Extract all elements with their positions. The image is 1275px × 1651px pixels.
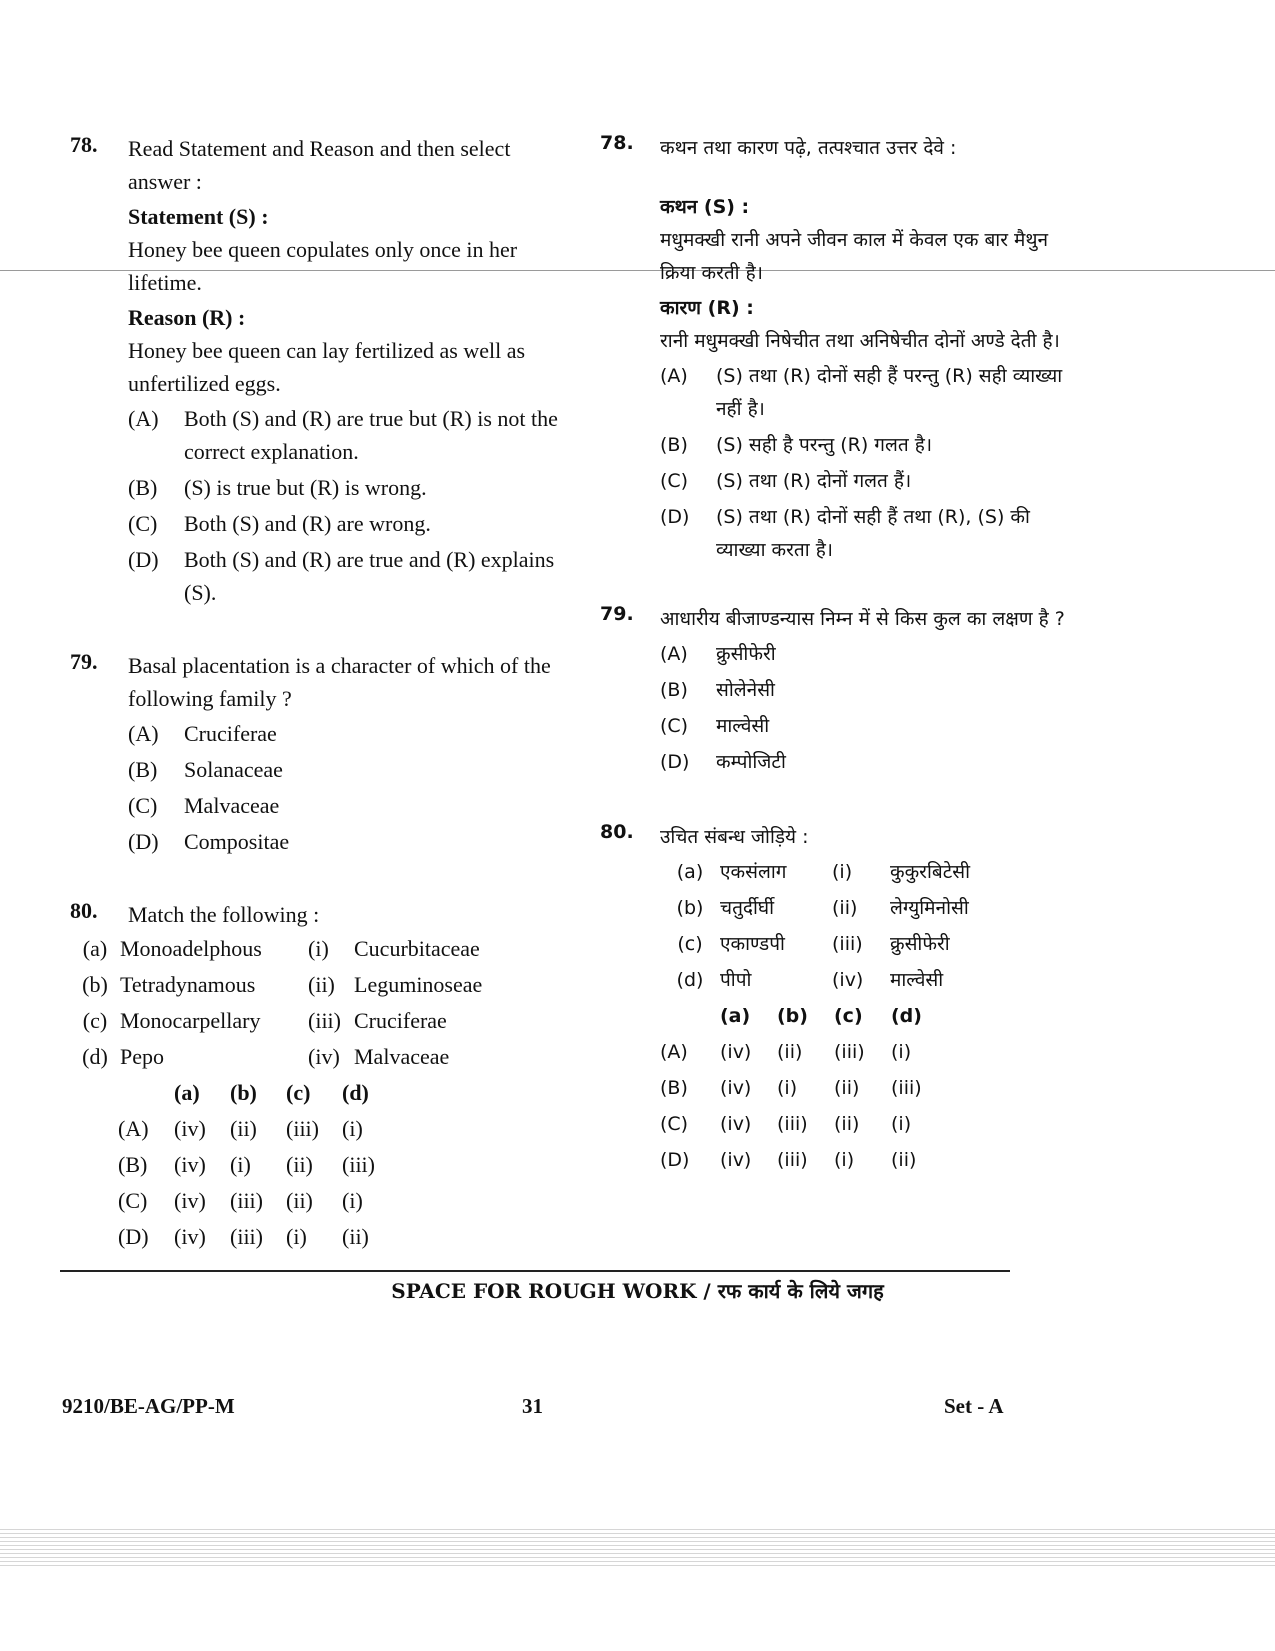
key-cell: (ii) xyxy=(286,1188,313,1213)
options-list xyxy=(660,638,1080,779)
question-80-en xyxy=(70,898,570,1255)
answer-key-header xyxy=(118,1075,570,1111)
options-list xyxy=(660,360,1080,567)
key-header-cell: (a) xyxy=(720,1005,751,1027)
match-left-item: एकसंलाग xyxy=(720,861,787,883)
key-cell: (iv) xyxy=(174,1116,206,1141)
option-text: (S) तथा (R) दोनों गलत हैं। xyxy=(716,470,912,492)
key-cell: (iii) xyxy=(230,1224,263,1249)
match-left-item: Pepo xyxy=(120,1044,164,1069)
key-cell: (iv) xyxy=(720,1149,752,1171)
match-right-item: Cruciferae xyxy=(354,1008,447,1033)
hindi-column xyxy=(600,132,1080,1178)
answer-option-b[interactable] xyxy=(118,1147,570,1183)
option-text: Malvaceae xyxy=(184,793,280,818)
option-text: कम्पोजिटी xyxy=(716,751,786,773)
option-text: Both (S) and (R) are wrong. xyxy=(184,511,431,536)
key-cell: (ii) xyxy=(342,1224,369,1249)
option-label: (C) xyxy=(118,1188,148,1213)
answer-option-d[interactable] xyxy=(660,1142,1080,1178)
option-label: (D) xyxy=(118,1224,149,1249)
key-cell: (i) xyxy=(834,1149,855,1171)
match-right-item: लेग्युमिनोसी xyxy=(890,897,969,919)
question-79-en xyxy=(70,649,570,858)
option-c[interactable] xyxy=(128,789,570,822)
scan-edge-band xyxy=(0,1526,1275,1566)
option-label: (B) xyxy=(660,1077,688,1099)
option-b[interactable] xyxy=(128,753,570,786)
question-text: Read Statement and Reason and then select answer : xyxy=(128,136,511,194)
rough-work-caption: SPACE FOR ROUGH WORK / रफ कार्य के लिये जगह xyxy=(391,1279,884,1303)
question-number: 80. xyxy=(600,821,634,843)
match-right-label: (i) xyxy=(308,936,329,961)
question-text: कथन तथा कारण पढ़े, तत्पश्चात उत्तर देवे : xyxy=(660,137,957,159)
option-label: (A) xyxy=(128,406,159,431)
key-header-cell: (a) xyxy=(174,1080,200,1105)
option-label: (B) xyxy=(128,757,158,782)
match-right-item: क्रुसीफेरी xyxy=(890,933,950,955)
option-label: (A) xyxy=(660,1041,688,1063)
option-a[interactable] xyxy=(660,360,1080,426)
match-left-item: Tetradynamous xyxy=(120,972,256,997)
answer-option-c[interactable] xyxy=(660,1106,1080,1142)
key-cell: (ii) xyxy=(834,1077,860,1099)
statement-text: Honey bee queen copulates only once in her lifetime. xyxy=(128,237,518,295)
key-cell: (i) xyxy=(342,1188,363,1213)
match-right-item: माल्वेसी xyxy=(890,969,944,991)
option-b[interactable] xyxy=(660,429,1080,462)
key-header-cell: (b) xyxy=(230,1080,257,1105)
answer-option-d[interactable] xyxy=(118,1219,570,1255)
statement-text: मधुमक्खी रानी अपने जीवन काल में केवल एक बार मैथुन क्रिया करती है। xyxy=(660,229,1049,284)
option-label: (B) xyxy=(660,679,688,701)
key-cell: (iv) xyxy=(174,1152,206,1177)
match-left-label: (b) xyxy=(676,897,704,919)
key-header-cell: (c) xyxy=(286,1080,311,1105)
option-label: (C) xyxy=(128,793,158,818)
option-a[interactable] xyxy=(660,638,1080,671)
match-left-label: (a) xyxy=(82,936,108,961)
reason-label: कारण (R) : xyxy=(660,297,754,319)
option-label: (C) xyxy=(660,715,689,737)
key-cell: (i) xyxy=(777,1077,798,1099)
match-right-item: Malvaceae xyxy=(354,1044,450,1069)
key-cell: (iii) xyxy=(834,1041,865,1063)
options-list xyxy=(128,717,570,858)
option-text: (S) तथा (R) दोनों सही हैं तथा (R), (S) की व्याख्या करता है। xyxy=(716,506,1030,561)
match-row xyxy=(660,890,1080,926)
key-cell: (iii) xyxy=(777,1113,808,1135)
option-b[interactable] xyxy=(128,471,570,504)
option-a[interactable] xyxy=(128,402,570,468)
question-number: 78. xyxy=(70,132,98,157)
option-label: (D) xyxy=(660,1149,690,1171)
match-left-label: (d) xyxy=(82,1044,108,1069)
key-header-cell: (d) xyxy=(342,1080,369,1105)
match-right-label: (iv) xyxy=(832,969,864,991)
key-cell: (ii) xyxy=(834,1113,860,1135)
match-left-item: पीपो xyxy=(720,969,752,991)
answer-option-a[interactable] xyxy=(118,1111,570,1147)
question-78-en xyxy=(70,132,570,609)
match-right-label: (iii) xyxy=(832,933,863,955)
divider-line xyxy=(60,1270,1010,1272)
question-78-hi xyxy=(600,132,1080,567)
page-number: 31 xyxy=(522,1394,543,1418)
english-column xyxy=(70,132,570,1255)
match-row xyxy=(660,926,1080,962)
match-table xyxy=(660,854,1080,998)
answer-key-table xyxy=(118,1075,570,1255)
match-left-label: (b) xyxy=(82,972,108,997)
key-cell: (i) xyxy=(342,1116,363,1141)
match-right-label: (iii) xyxy=(308,1008,341,1033)
answer-key-table xyxy=(660,998,1080,1178)
option-text: Both (S) and (R) are true and (R) explains (S). xyxy=(184,547,555,605)
option-d[interactable] xyxy=(660,501,1080,567)
key-cell: (ii) xyxy=(230,1116,257,1141)
option-b[interactable] xyxy=(660,674,1080,707)
option-label: (D) xyxy=(660,506,690,528)
option-label: (D) xyxy=(660,751,690,773)
option-text: Solanaceae xyxy=(184,757,283,782)
option-text: Both (S) and (R) are true but (R) is not the correct explanation. xyxy=(184,406,558,464)
option-c[interactable] xyxy=(660,465,1080,498)
option-text: क्रुसीफेरी xyxy=(716,643,776,665)
match-right-item: Cucurbitaceae xyxy=(354,936,480,961)
option-label: (C) xyxy=(660,1113,689,1135)
key-cell: (ii) xyxy=(891,1149,917,1171)
reason-text: Honey bee queen can lay fertilized as well as unfertilized eggs. xyxy=(128,338,526,396)
match-left-item: Monocarpellary xyxy=(120,1008,261,1033)
key-cell: (iv) xyxy=(720,1041,752,1063)
match-left-item: एकाण्डपी xyxy=(720,933,785,955)
key-header-cell: (c) xyxy=(834,1005,863,1027)
option-label: (B) xyxy=(660,434,688,456)
match-left-label: (a) xyxy=(676,861,704,883)
match-right-item: Leguminoseae xyxy=(354,972,483,997)
answer-option-c[interactable] xyxy=(118,1183,570,1219)
key-cell: (i) xyxy=(286,1224,307,1249)
question-number: 79. xyxy=(600,603,634,625)
match-left-label: (d) xyxy=(676,969,704,991)
key-cell: (iii) xyxy=(777,1149,808,1171)
option-text: (S) सही है परन्तु (R) गलत है। xyxy=(716,434,933,456)
option-label: (A) xyxy=(660,365,688,387)
question-80-hi xyxy=(600,821,1080,1178)
option-a[interactable] xyxy=(128,717,570,750)
option-text: माल्वेसी xyxy=(716,715,770,737)
match-right-item: कुकुरबिटेसी xyxy=(890,861,971,883)
key-cell: (ii) xyxy=(286,1152,313,1177)
key-cell: (i) xyxy=(891,1041,912,1063)
option-text: Cruciferae xyxy=(184,721,277,746)
option-label: (A) xyxy=(660,643,688,665)
option-d[interactable] xyxy=(128,543,570,609)
match-row xyxy=(660,962,1080,998)
key-cell: (iv) xyxy=(174,1188,206,1213)
option-label: (D) xyxy=(128,547,159,572)
key-cell: (iii) xyxy=(286,1116,319,1141)
match-row xyxy=(70,1003,570,1039)
set-label: Set - A xyxy=(944,1394,1004,1418)
option-d[interactable] xyxy=(660,746,1080,779)
options-list xyxy=(128,402,570,609)
key-cell: (iii) xyxy=(342,1152,375,1177)
match-right-label: (ii) xyxy=(832,897,858,919)
reason-label: Reason (R) : xyxy=(128,305,246,330)
statement-label: Statement (S) : xyxy=(128,204,269,229)
match-row xyxy=(70,967,570,1003)
option-label: (B) xyxy=(128,475,158,500)
key-cell: (i) xyxy=(891,1113,912,1135)
question-text: Basal placentation is a character of which of the following family ? xyxy=(128,653,551,711)
option-label: (A) xyxy=(118,1116,149,1141)
match-right-label: (ii) xyxy=(308,972,335,997)
paper-code: 9210/BE-AG/PP-M xyxy=(62,1394,235,1418)
key-cell: (iii) xyxy=(230,1188,263,1213)
answer-option-a[interactable] xyxy=(660,1034,1080,1070)
answer-key-header xyxy=(660,998,1080,1034)
option-text: (S) is true but (R) is wrong. xyxy=(184,475,427,500)
question-79-hi xyxy=(600,603,1080,779)
match-left-item: चतुर्दीर्घी xyxy=(720,897,775,919)
option-label: (B) xyxy=(118,1152,148,1177)
question-number: 78. xyxy=(600,132,634,154)
key-cell: (i) xyxy=(230,1152,251,1177)
key-cell: (iv) xyxy=(720,1077,752,1099)
reason-text: रानी मधुमक्खी निषेचीत तथा अनिषेचीत दोनों अण्डे देती है। xyxy=(660,330,1060,352)
statement-label: कथन (S) : xyxy=(660,196,750,218)
key-cell: (iii) xyxy=(891,1077,922,1099)
key-header-cell: (d) xyxy=(891,1005,922,1027)
option-d[interactable] xyxy=(128,825,570,858)
option-label: (C) xyxy=(660,470,689,492)
match-right-label: (i) xyxy=(832,861,853,883)
key-cell: (iv) xyxy=(174,1224,206,1249)
match-row xyxy=(70,1039,570,1075)
key-cell: (iv) xyxy=(720,1113,752,1135)
option-c[interactable] xyxy=(128,507,570,540)
key-cell: (ii) xyxy=(777,1041,803,1063)
answer-option-b[interactable] xyxy=(660,1070,1080,1106)
match-left-item: Monoadelphous xyxy=(120,936,262,961)
match-row xyxy=(70,931,570,967)
match-table xyxy=(70,931,570,1075)
question-number: 79. xyxy=(70,649,98,674)
question-text: उचित संबन्ध जोड़िये : xyxy=(660,826,809,848)
match-left-label: (c) xyxy=(677,933,703,955)
question-text: आधारीय बीजाण्डन्यास निम्न में से किस कुल का लक्षण है ? xyxy=(660,608,1065,630)
option-label: (A) xyxy=(128,721,159,746)
match-row xyxy=(660,854,1080,890)
option-label: (C) xyxy=(128,511,158,536)
option-label: (D) xyxy=(128,829,159,854)
option-c[interactable] xyxy=(660,710,1080,743)
key-header-cell: (b) xyxy=(777,1005,808,1027)
question-text: Match the following : xyxy=(128,902,320,927)
option-text: सोलेनेसी xyxy=(716,679,775,701)
match-left-label: (c) xyxy=(82,1008,108,1033)
match-right-label: (iv) xyxy=(308,1044,340,1069)
option-text: Compositae xyxy=(184,829,290,854)
option-text: (S) तथा (R) दोनों सही हैं परन्तु (R) सही व्याख्या नहीं है। xyxy=(716,365,1063,420)
question-number: 80. xyxy=(70,898,98,923)
